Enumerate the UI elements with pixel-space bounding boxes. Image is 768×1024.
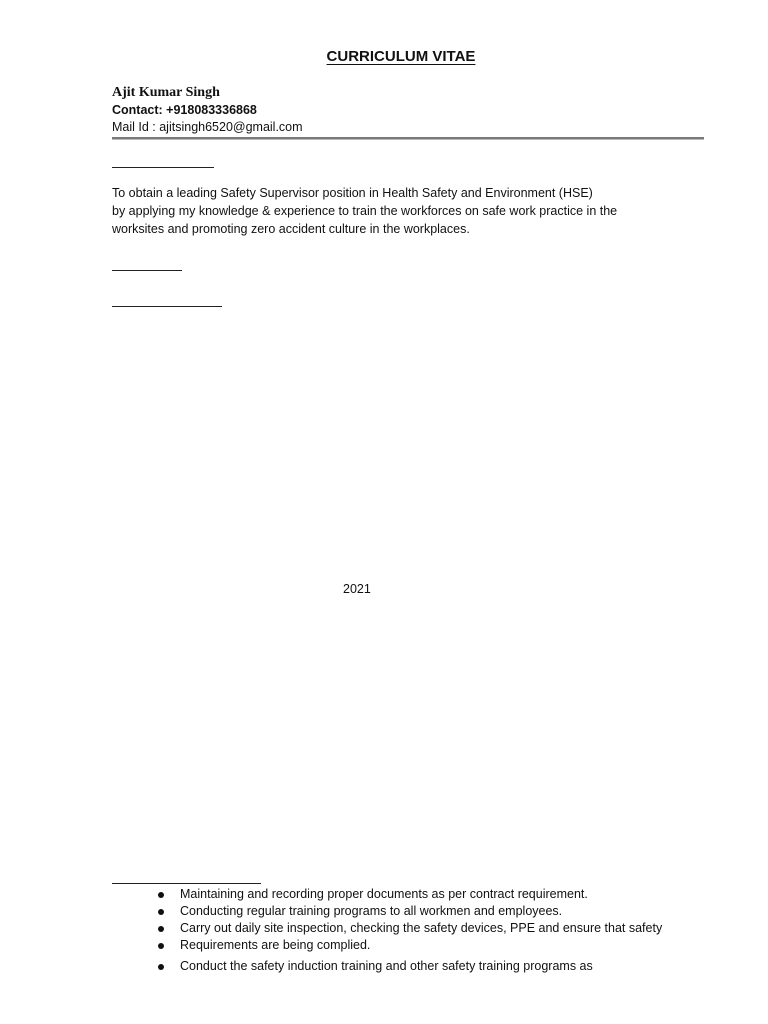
list-item: Conducting regular training programs to all workmen and employees.: [112, 904, 672, 919]
bullet-icon: [158, 892, 164, 898]
candidate-name: Ajit Kumar Singh: [112, 85, 220, 100]
section-heading-underline-3: [112, 306, 222, 307]
responsibilities-list: [112, 887, 672, 976]
objective-paragraph: [112, 184, 672, 238]
section-heading-underline-responsibilities: [112, 883, 261, 884]
bullet-icon: [158, 943, 164, 949]
list-item: Maintaining and recording proper documents as per contract requirement.: [112, 887, 672, 902]
objective-line: by applying my knowledge & experience to train the workforces on safe work practice in the: [112, 204, 618, 218]
objective-line: To obtain a leading Safety Supervisor position in Health Safety and Environment (HSE): [112, 186, 593, 200]
section-heading-underline-objective: [112, 167, 214, 168]
bullet-icon: [158, 964, 164, 970]
section-heading-underline-2: [112, 270, 182, 271]
list-item: Requirements are being complied.: [112, 938, 672, 953]
list-item: Conduct the safety induction training and other safety training programs as: [112, 959, 672, 974]
email-address: Mail Id : ajitsingh6520@gmail.com: [112, 120, 303, 134]
bullet-icon: [158, 926, 164, 932]
contact-number: Contact: +918083336868: [112, 103, 257, 117]
document-title: CURRICULUM VITAE: [326, 48, 476, 65]
bullet-icon: [158, 909, 164, 915]
objective-line: worksites and promoting zero accident culture in the workplaces.: [112, 222, 470, 236]
year-label: 2021: [343, 582, 371, 596]
header-divider: [112, 137, 704, 140]
list-item: Carry out daily site inspection, checking the safety devices, PPE and ensure that safety: [112, 921, 672, 936]
